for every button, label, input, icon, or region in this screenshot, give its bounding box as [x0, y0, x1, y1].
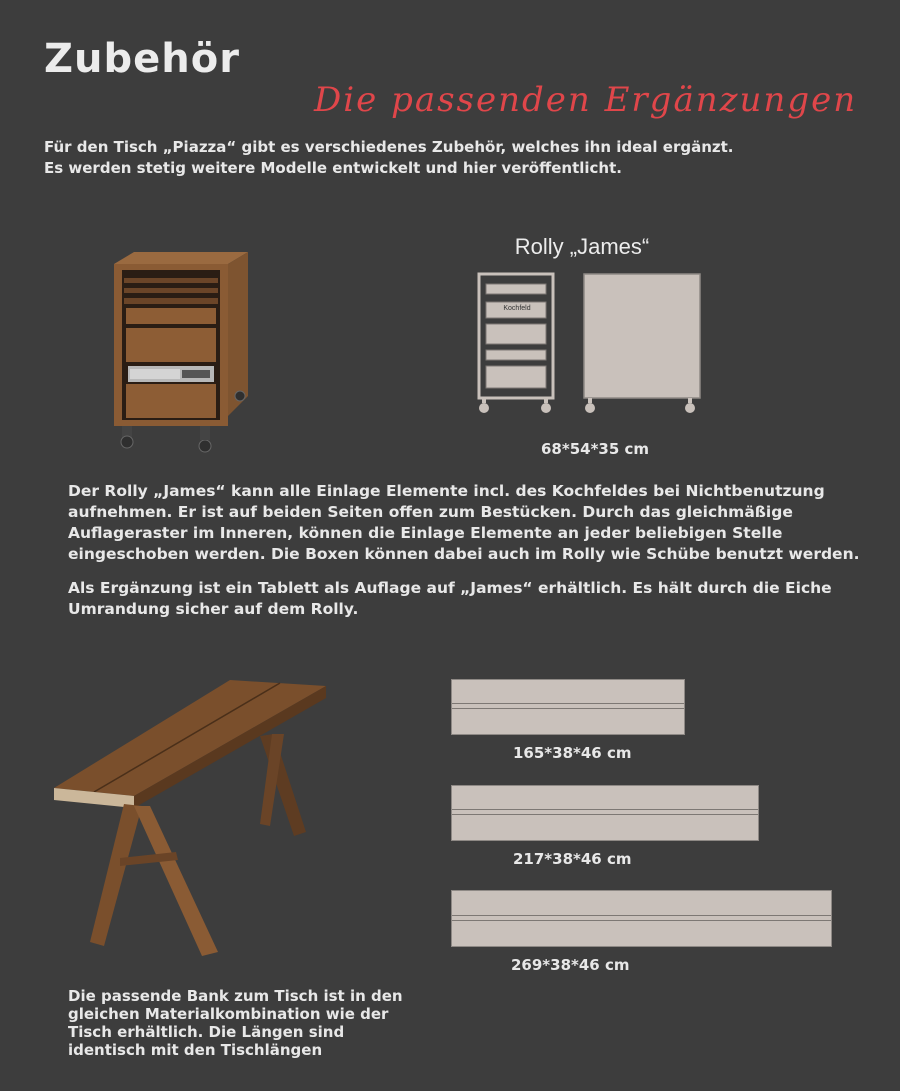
bench-diagram-165: [451, 679, 685, 735]
bench-size-217: 217*38*46 cm: [513, 850, 632, 868]
bench-description-line: Tisch erhältlich. Die Längen sind: [68, 1023, 345, 1041]
bench-diagram-217: [451, 785, 759, 841]
rolly-front-view: [474, 272, 556, 416]
rolly-description-line: aufnehmen. Er ist auf beiden Seiten offen zum Bestücken. Durch das gleichmäßige: [68, 503, 793, 521]
rolly-front-diagram: [474, 272, 556, 416]
page-title: Zubehör: [44, 36, 240, 82]
rolly-tray-line: Umrandung sicher auf dem Rolly.: [68, 600, 359, 618]
rolly-description-line: Auflageraster im Inneren, können die Einlage Elemente an jeder beliebigen Stelle: [68, 524, 783, 542]
bench-description-line: Die passende Bank zum Tisch ist in den: [68, 987, 403, 1005]
bench-size-165: 165*38*46 cm: [513, 744, 632, 762]
bench-size-269: 269*38*46 cm: [511, 956, 630, 974]
bench-description-line: gleichen Materialkombination wie der: [68, 1005, 389, 1023]
rolly-side-view: [580, 272, 704, 416]
drawer-label: Kochfeld: [503, 305, 531, 312]
bench-description: [68, 987, 408, 1059]
rolly-photo: [108, 248, 254, 460]
rolly-description-line: eingeschoben werden. Die Boxen können dabei auch im Rolly wie Schübe benutzt werden.: [68, 545, 860, 563]
intro-text: [44, 137, 804, 179]
rolly-description-line: Der Rolly „James“ kann alle Einlage Elemente incl. des Kochfeldes bei Nichtbenutzung: [68, 482, 825, 500]
page-subtitle: Die passenden Ergänzungen: [314, 80, 858, 120]
bench-photo: [50, 676, 330, 962]
rolly-description: [68, 481, 860, 565]
rolly-dimensions: 68*54*35 cm: [541, 440, 650, 458]
intro-line: Für den Tisch „Piazza“ gibt es verschiedenes Zubehör, welches ihn ideal ergänzt.: [44, 138, 734, 156]
rolly-tray-note: [68, 578, 832, 620]
rolly-tray-line: Als Ergänzung ist ein Tablett als Auflage auf „James“ erhältlich. Es hält durch die Eiche: [68, 579, 832, 597]
intro-line: Es werden stetig weitere Modelle entwickelt und hier veröffentlicht.: [44, 159, 622, 177]
rolly-heading: Rolly „James“: [514, 234, 650, 259]
bench-diagram-269: [451, 890, 832, 947]
bench-description-line: identisch mit den Tischlängen: [68, 1041, 323, 1059]
